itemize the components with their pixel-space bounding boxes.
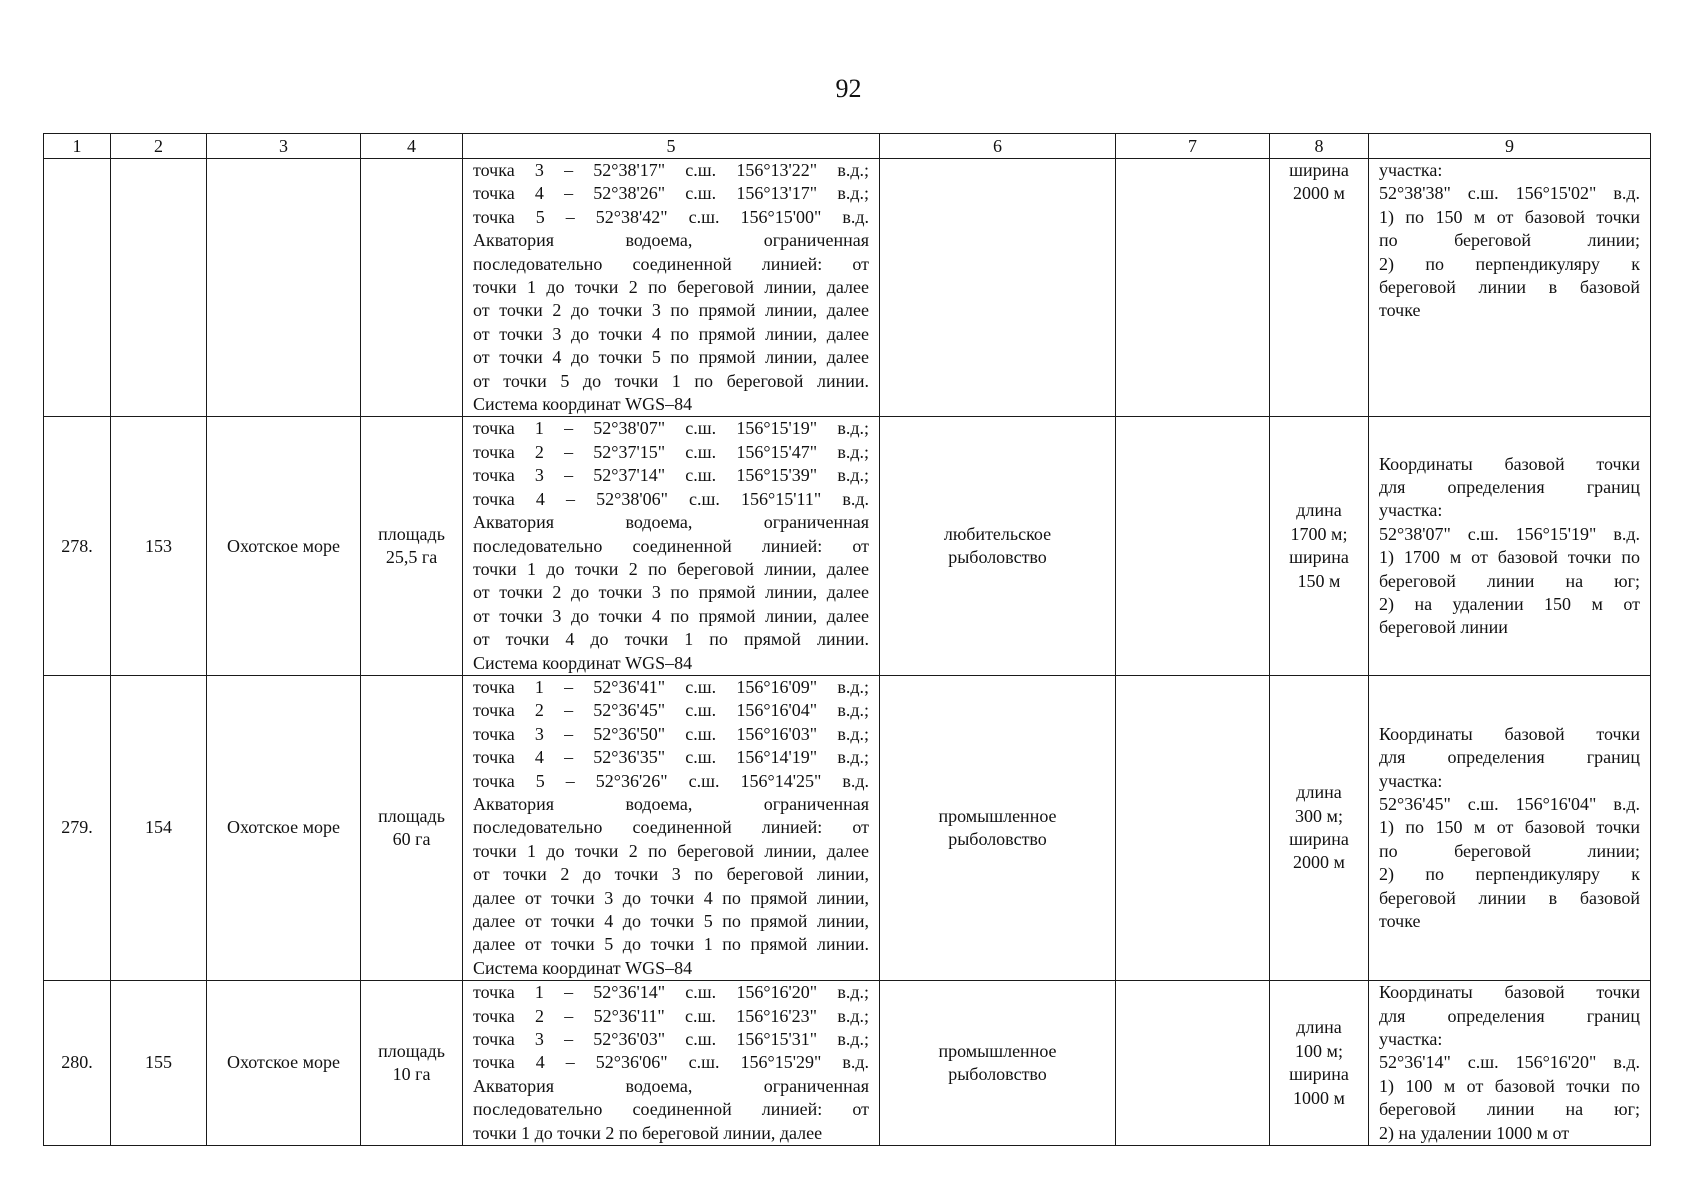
boundary-description (463, 159, 879, 416)
text-line: точка 4 – 52°36'35" с.ш. 156°14'19" в.д.; (473, 747, 869, 768)
boundary-description-cell (463, 159, 880, 417)
size-cell (1270, 675, 1369, 980)
text-line: промышленное (938, 805, 1057, 826)
text-line: 2) по перпендикуляру к (1379, 864, 1640, 885)
base-point-cell (1369, 675, 1651, 980)
text-line: Система координат WGS–84 (473, 652, 693, 673)
area-cell (361, 159, 463, 417)
text-line: от точки 3 до точки 4 по прямой линии, далее (473, 605, 869, 626)
base-point-cell (1369, 981, 1651, 1146)
text-line: ширина (1289, 547, 1349, 568)
text-line: участка: (1379, 770, 1443, 791)
size-text (1270, 499, 1368, 593)
column-7-cell (1116, 417, 1270, 675)
table-header-row (44, 134, 1651, 159)
text-line: Координаты базовой точки (1379, 982, 1640, 1003)
text-line: точке (1379, 911, 1421, 931)
column-header: 4 (361, 134, 463, 159)
base-point-cell (1369, 417, 1651, 675)
text-line: точка 3 – 52°38'17" с.ш. 156°13'22" в.д.; (473, 160, 869, 180)
text-line: береговой линии в базовой (1379, 887, 1640, 908)
text-line: длина (1296, 782, 1342, 803)
text-line: для определения границ (1379, 747, 1640, 768)
text-line: далее от точки 3 до точки 4 по прямой линии, (473, 887, 869, 908)
area-cell (361, 417, 463, 675)
text-line: береговой линии в базовой (1379, 277, 1640, 298)
row-number-cell: 278. (44, 417, 111, 675)
text-line: 1) 100 м от базовой точки по (1379, 1075, 1640, 1096)
text-line: 150 м (1297, 570, 1341, 591)
text-line: точка 1 – 52°38'07" с.ш. 156°15'19" в.д.; (473, 418, 869, 439)
text-line: площадь (378, 523, 445, 544)
text-line: длина (1296, 500, 1342, 521)
text-line: последовательно соединенной линией: от (473, 1099, 869, 1120)
text-line: длина (1296, 1017, 1342, 1038)
purpose-text (880, 1040, 1115, 1087)
boundary-description (463, 981, 879, 1145)
text-line: точки 1 до точки 2 по береговой линии, далее (473, 1122, 823, 1143)
text-line: 2) на удалении 150 м от (1379, 594, 1640, 615)
text-line: для определения границ (1379, 476, 1640, 497)
column-header: 1 (44, 134, 111, 159)
text-line: любительское (943, 523, 1052, 544)
area-text (361, 805, 462, 852)
text-line: от точки 4 до точки 5 по прямой линии, далее (473, 347, 869, 368)
text-line: последовательно соединенной линией: от (473, 817, 869, 838)
text-line: точки 1 до точки 2 по береговой линии, далее (473, 840, 869, 861)
text-line: участка: (1379, 1029, 1443, 1050)
text-line: точка 2 – 52°36'11" с.ш. 156°16'23" в.д.; (473, 1005, 869, 1026)
text-line: рыболовство (948, 829, 1047, 850)
text-line: 60 га (392, 829, 431, 850)
text-line: Акватория водоема, ограниченная (473, 512, 869, 533)
row-number-cell: 280. (44, 981, 111, 1146)
column-header: 6 (880, 134, 1116, 159)
column-header: 5 (463, 134, 880, 159)
column-header: 8 (1270, 134, 1369, 159)
text-line: от точки 2 до точки 3 по прямой линии, далее (473, 300, 869, 321)
text-line: 1) 1700 м от базовой точки по (1379, 547, 1640, 568)
base-point-cell (1369, 159, 1651, 417)
text-line: точка 4 – 52°38'26" с.ш. 156°13'17" в.д.; (473, 183, 869, 204)
text-line: точка 3 – 52°37'14" с.ш. 156°15'39" в.д.; (473, 465, 869, 486)
text-line: 100 м; (1295, 1040, 1343, 1061)
text-line: для определения границ (1379, 1005, 1640, 1026)
column-header: 7 (1116, 134, 1270, 159)
base-point-text (1369, 453, 1650, 640)
text-line: последовательно соединенной линией: от (473, 535, 869, 556)
text-line: Система координат WGS–84 (473, 957, 693, 978)
boundary-description (463, 676, 879, 980)
area-cell (361, 675, 463, 980)
text-line: 52°36'14" с.ш. 156°16'20" в.д. (1379, 1052, 1640, 1073)
text-line: точка 1 – 52°36'41" с.ш. 156°16'09" в.д.; (473, 676, 869, 697)
purpose-cell (880, 159, 1116, 417)
text-line: Система координат WGS–84 (473, 394, 693, 415)
area-code-cell: 153 (111, 417, 207, 675)
text-line: площадь (378, 1040, 445, 1061)
area-code-cell: 155 (111, 981, 207, 1146)
column-header: 9 (1369, 134, 1651, 159)
text-line: 2) на удалении 1000 м от (1379, 1122, 1570, 1143)
page-number: 92 (835, 74, 862, 103)
text-line: береговой линии на юг; (1379, 1099, 1640, 1120)
text-line: Координаты базовой точки (1379, 453, 1640, 474)
text-line: точке (1379, 300, 1421, 321)
size-text (1270, 1016, 1368, 1110)
table-row (44, 981, 1651, 1146)
boundary-description-cell (463, 675, 880, 980)
size-cell (1270, 417, 1369, 675)
text-line: рыболовство (948, 1064, 1047, 1085)
text-line: 52°38'07" с.ш. 156°15'19" в.д. (1379, 523, 1640, 544)
text-line: 2000 м (1293, 183, 1345, 204)
base-point-text (1369, 981, 1650, 1145)
text-line: береговой линии (1379, 617, 1508, 638)
boundary-description (463, 417, 879, 674)
size-text (1270, 781, 1368, 875)
text-line: Акватория водоема, ограниченная (473, 793, 869, 814)
text-line: береговой линии на юг; (1379, 570, 1640, 591)
water-areas-table (43, 133, 1651, 1146)
text-line: от точки 5 до точки 1 по береговой линии. (473, 370, 869, 391)
area-code-cell: 154 (111, 675, 207, 980)
text-line: промышленное (938, 1040, 1057, 1061)
text-line: 52°38'38" с.ш. 156°15'02" в.д. (1379, 183, 1640, 204)
size-cell (1270, 981, 1369, 1146)
boundary-description-cell (463, 981, 880, 1146)
column-7-cell (1116, 675, 1270, 980)
text-line: точка 3 – 52°36'50" с.ш. 156°16'03" в.д.; (473, 723, 869, 744)
text-line: Координаты базовой точки (1379, 723, 1640, 744)
row-number-cell (44, 159, 111, 417)
text-line: от точки 2 до точки 3 по прямой линии, далее (473, 582, 869, 603)
row-number-cell: 279. (44, 675, 111, 980)
text-line: 52°36'45" с.ш. 156°16'04" в.д. (1379, 793, 1640, 814)
area-text (361, 1040, 462, 1087)
purpose-text (880, 805, 1115, 852)
water-body-cell (207, 159, 361, 417)
text-line: далее от точки 4 до точки 5 по прямой линии, (473, 911, 869, 931)
text-line: 1000 м (1293, 1087, 1345, 1108)
column-7-cell (1116, 981, 1270, 1146)
table-row (44, 417, 1651, 675)
text-line: точка 5 – 52°36'26" с.ш. 156°14'25" в.д. (473, 770, 869, 791)
area-code-cell (111, 159, 207, 417)
text-line: точка 1 – 52°36'14" с.ш. 156°16'20" в.д.; (473, 982, 869, 1003)
text-line: точка 3 – 52°36'03" с.ш. 156°15'31" в.д.; (473, 1029, 869, 1050)
column-header: 3 (207, 134, 361, 159)
size-cell (1270, 159, 1369, 417)
text-line: 2000 м (1293, 852, 1345, 873)
text-line: точка 4 – 52°36'06" с.ш. 156°15'29" в.д. (473, 1052, 869, 1073)
text-line: последовательно соединенной линией: от (473, 253, 869, 274)
base-point-text (1369, 723, 1650, 934)
area-text (361, 523, 462, 570)
text-line: по береговой линии; (1379, 840, 1640, 861)
text-line: по береговой линии; (1379, 230, 1640, 251)
text-line: 1) по 150 м от базовой точки (1379, 206, 1640, 227)
text-line: 25,5 га (385, 547, 438, 568)
text-line: от точки 2 до точки 3 по береговой линии, (473, 864, 869, 885)
text-line: от точки 3 до точки 4 по прямой линии, далее (473, 323, 869, 344)
column-header: 2 (111, 134, 207, 159)
area-cell (361, 981, 463, 1146)
text-line: точки 1 до точки 2 по береговой линии, далее (473, 277, 869, 298)
text-line: участка: (1379, 160, 1443, 180)
text-line: точка 5 – 52°38'42" с.ш. 156°15'00" в.д. (473, 206, 869, 227)
water-body-cell: Охотское море (207, 981, 361, 1146)
purpose-text (880, 523, 1115, 570)
purpose-cell (880, 417, 1116, 675)
text-line: 1700 м; (1290, 523, 1348, 544)
text-line: ширина (1289, 1064, 1349, 1085)
purpose-cell (880, 675, 1116, 980)
text-line: 10 га (392, 1064, 431, 1085)
text-line: Акватория водоема, ограниченная (473, 230, 869, 251)
text-line: от точки 4 до точки 1 по прямой линии. (473, 629, 869, 650)
base-point-text (1369, 159, 1650, 323)
boundary-description-cell (463, 417, 880, 675)
text-line: точка 4 – 52°38'06" с.ш. 156°15'11" в.д. (473, 488, 869, 509)
column-7-cell (1116, 159, 1270, 417)
water-body-cell: Охотское море (207, 675, 361, 980)
text-line: ширина (1289, 829, 1349, 850)
text-line: 1) по 150 м от базовой точки (1379, 817, 1640, 838)
text-line: 2) по перпендикуляру к (1379, 253, 1640, 274)
text-line: рыболовство (948, 547, 1047, 568)
table-row (44, 159, 1651, 417)
text-line: 300 м; (1295, 805, 1343, 826)
table-row (44, 675, 1651, 980)
text-line: далее от точки 5 до точки 1 по прямой линии. (473, 934, 869, 955)
water-body-cell: Охотское море (207, 417, 361, 675)
text-line: точка 2 – 52°37'15" с.ш. 156°15'47" в.д.; (473, 441, 869, 462)
text-line: точки 1 до точки 2 по береговой линии, далее (473, 558, 869, 579)
text-line: площадь (378, 805, 445, 826)
text-line: точка 2 – 52°36'45" с.ш. 156°16'04" в.д.; (473, 700, 869, 721)
text-line: Акватория водоема, ограниченная (473, 1075, 869, 1096)
size-text (1270, 159, 1368, 206)
purpose-cell (880, 981, 1116, 1146)
text-line: участка: (1379, 500, 1443, 521)
text-line: ширина (1289, 160, 1349, 180)
